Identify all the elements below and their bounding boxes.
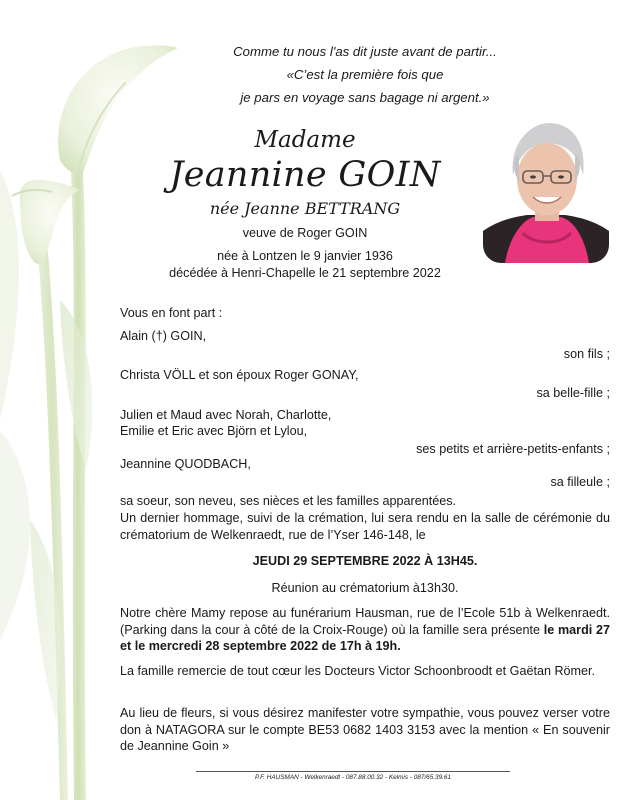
- footer-contact: P.F. HAUSMAN - Welkenraedt - 087.88.00.32 - Kelmis - 087/65.39.61: [254, 774, 452, 781]
- family-relation-3: ses petits et arrière-petits-enfants ;: [416, 442, 610, 456]
- footer-divider: [196, 771, 510, 772]
- family-relation-1: son fils ;: [563, 347, 610, 361]
- visitation-text: Notre chère Mamy repose au funérarium Hausman, rue de l’Ecole 51b à Welkenraedt. (Parking dans la cour à côté de la Croix-Rouge) où la famille sera présente: [120, 606, 610, 637]
- family-relation-2: sa belle-fille ;: [536, 386, 610, 400]
- quote-line-1: Comme tu nous l'as dit juste avant de partir...: [233, 44, 497, 59]
- death-info: décédée à Henri-Chapelle le 21 septembre 2022: [169, 266, 441, 280]
- family-relation-4: sa filleule ;: [550, 475, 610, 489]
- family-others: sa soeur, son neveu, ses nièces et les familles apparentées.: [120, 494, 457, 508]
- quote-line-3: je pars en voyage sans bagage ni argent.»: [240, 90, 490, 105]
- birth-info: née à Lontzen le 9 janvier 1936: [217, 249, 393, 263]
- family-member-3b: Emilie et Eric avec Björn et Lylou,: [120, 424, 308, 438]
- life-dates: [140, 248, 470, 282]
- family-member-1: Alain (†) GOIN,: [120, 329, 207, 343]
- family-member-4: Jeannine QUODBACH,: [120, 457, 251, 471]
- family-member-3a: Julien et Maud avec Norah, Charlotte,: [120, 408, 332, 422]
- deceased-name: Jeannine GOIN: [169, 155, 441, 195]
- donation-text: Au lieu de fleurs, si vous désirez manifester votre sympathie, vous pouvez verser votre don à NATAGORA sur le compte BE53 0682 1403 3153 avec la mention « En souvenir de Jeannine Goin »: [120, 706, 610, 753]
- deceased-title: Madame: [254, 127, 356, 153]
- family-intro: Vous en font part :: [120, 306, 223, 320]
- quote-line-2: «C’est la première fois que: [286, 67, 444, 82]
- quote: [200, 40, 530, 109]
- ceremony-text: Un dernier hommage, suivi de la crémation, lui sera rendu en la salle de cérémonie du crématorium de Welkenraedt, rue de l’Yser 146-148, le: [120, 511, 610, 542]
- portrait-photo: [483, 113, 609, 263]
- maiden-name: née Jeanne BETTRANG: [209, 199, 401, 218]
- visitation-paragraph: [120, 605, 610, 655]
- ceremony-meeting: Réunion au crématorium à13h30.: [271, 581, 459, 595]
- calla-lily-decoration: [0, 0, 200, 800]
- ceremony-date: JEUDI 29 SEPTEMBRE 2022 À 13H45.: [252, 554, 478, 568]
- thanks-text: La famille remercie de tout cœur les Docteurs Victor Schoonbroodt et Gaëtan Römer.: [120, 664, 596, 678]
- visitation-dates: le mardi 27 et le mercredi 28 septembre 2022 de 17h à 19h.: [120, 622, 610, 653]
- deceased-header: [140, 126, 470, 282]
- widow-of: veuve de Roger GOIN: [242, 226, 368, 240]
- family-member-2: Christa VÖLL et son époux Roger GONAY,: [120, 368, 359, 382]
